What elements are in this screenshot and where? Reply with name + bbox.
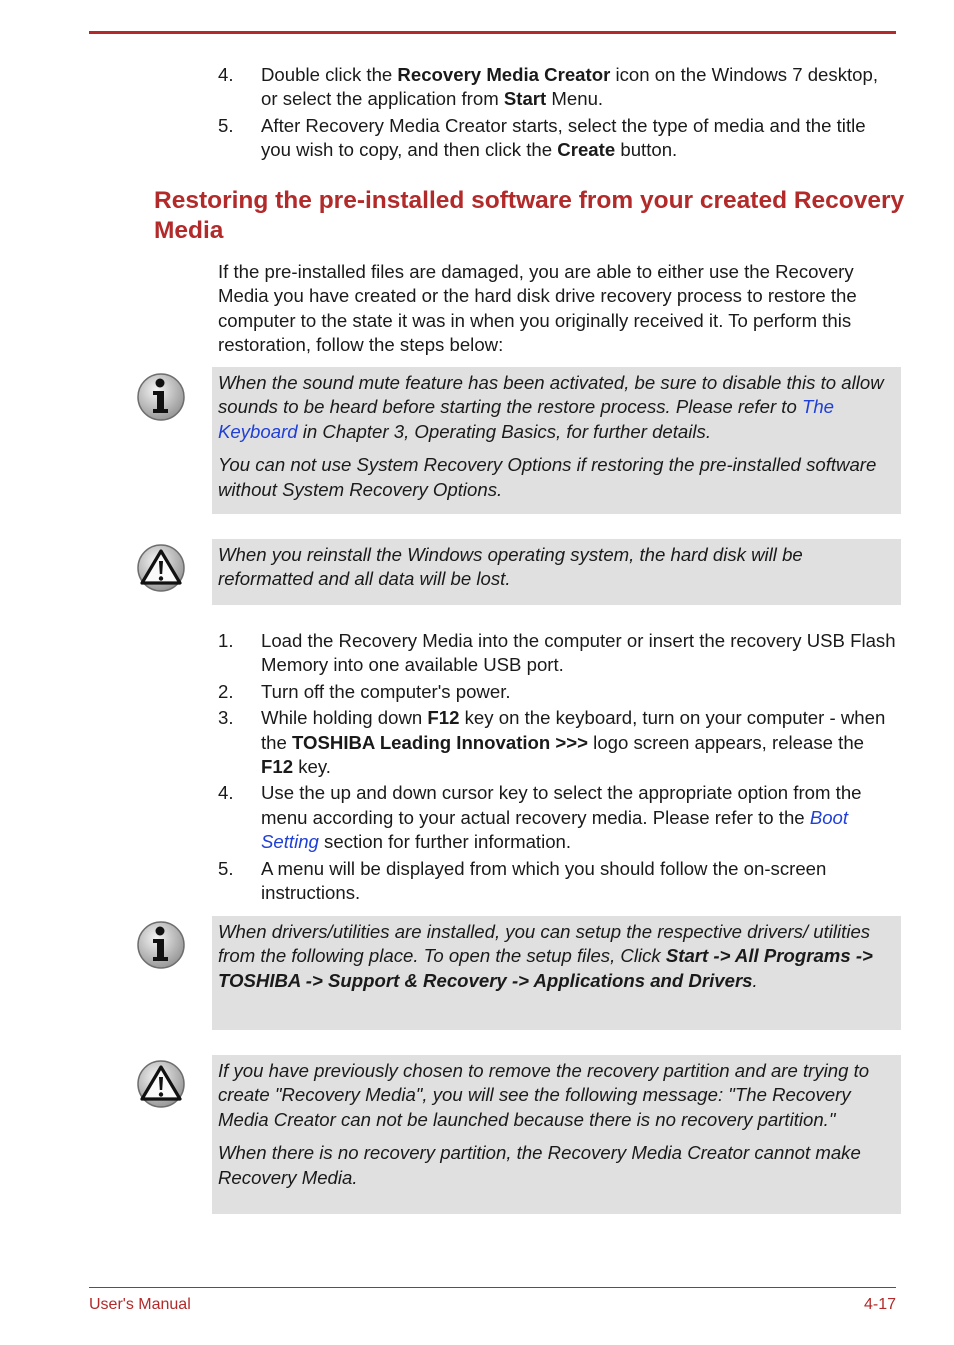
list-number: 4. (218, 782, 234, 804)
list-item: 4. Double click the Recovery Media Creator icon on the Windows 7 desktop, or select the application from Start Menu. (218, 64, 879, 110)
list-item: 3. While holding down F12 key on the keyboard, turn on your computer - when the TOSHIBA Leading Innovation >>> logo screen appears, release the F12 key. (218, 707, 886, 778)
info-note (212, 916, 901, 1030)
warning-note (212, 539, 901, 605)
footer-rule (89, 1287, 896, 1288)
link-the-keyboard[interactable]: The Keyboard (218, 396, 835, 442)
note-text: When the sound mute feature has been activated, be sure to disable this to allow sounds to be heard before starting the restore process. Please refer to The Keyboard in Chapter 3, Operating Basics, for further details. (218, 372, 884, 442)
intro-paragraph: If the pre-installed files are damaged, you are able to either use the Recovery Media you have created or the hard disk drive recovery process to restore the computer to the state it was in when you originally received it. To perform this restoration, follow the steps below: (218, 261, 857, 356)
info-icon (136, 372, 186, 422)
header-rule (89, 31, 896, 34)
footer-page-number: 4-17 (863, 1296, 896, 1313)
footer-manual-title: User's Manual (89, 1296, 191, 1313)
note-text: When there is no recovery partition, the Recovery Media Creator cannot make Recovery Media. (218, 1142, 861, 1188)
top-step-list (218, 63, 898, 165)
link-boot-setting[interactable]: Boot Setting (261, 806, 849, 853)
warning-icon (136, 1059, 186, 1109)
list-number: 4. (218, 64, 234, 85)
note-text: When you reinstall the Windows operating system, the hard disk will be reformatted and all data will be lost. (218, 544, 803, 590)
info-icon (136, 920, 186, 970)
list-item: 5. After Recovery Media Creator starts, select the type of media and the title you wish to copy, and then click the Create button. (218, 114, 866, 161)
note-text: If you have previously chosen to remove the recovery partition and are trying to create "Recovery Media", you will see the following message: "The Recovery Media Creator can not be launched because there is no recovery partition." (218, 1060, 870, 1130)
list-number: 2. (218, 680, 234, 702)
info-note (212, 367, 901, 514)
list-item: 4. Use the up and down cursor key to select the appropriate option from the menu according to your actual recovery media. Please refer to the Boot Setting section for further information. (218, 782, 862, 853)
warning-icon (136, 543, 186, 593)
list-number: 5. (218, 114, 234, 136)
list-item: 2. Turn off the computer's power. (218, 680, 898, 704)
section-heading: Restoring the pre-installed software from your created Recovery Media (154, 187, 905, 244)
note-text: When drivers/utilities are installed, you can setup the respective drivers/ utilities from the following place. To open the setup files, Click Start -> All Programs -> TOSHIBA -> Support & Recovery -> Applications and Drivers. (218, 921, 873, 991)
list-number: 5. (218, 857, 234, 879)
list-number: 1. (218, 630, 234, 651)
list-item: 1. Load the Recovery Media into the computer or insert the recovery USB Flash Memory into one available USB port. (218, 630, 896, 676)
recovery-step-list (218, 629, 898, 907)
note-text: You can not use System Recovery Options if restoring the pre-installed software without System Recovery Options. (218, 454, 877, 500)
warning-note (212, 1055, 901, 1214)
list-item: 5. A menu will be displayed from which you should follow the on-screen instructions. (218, 857, 827, 904)
list-number: 3. (218, 707, 234, 729)
